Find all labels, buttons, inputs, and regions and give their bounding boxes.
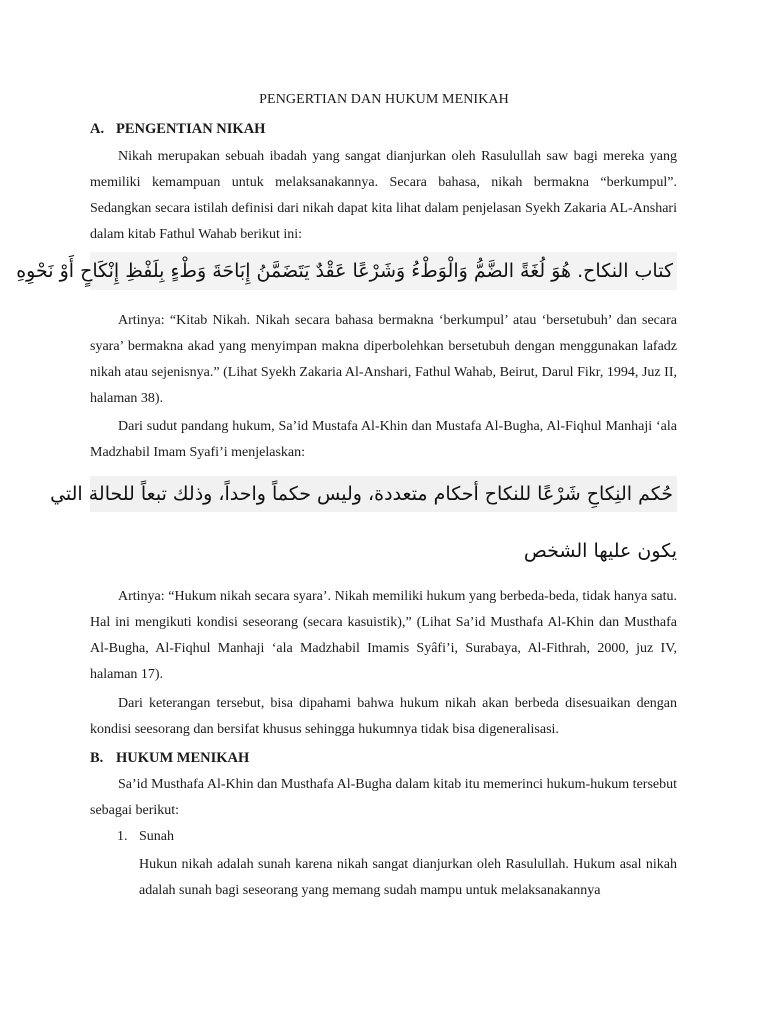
arabic-quote-fathul-wahab	[16, 252, 677, 290]
list-item-sunah-text: Hukun nikah adalah sunah karena nikah sangat dianjurkan oleh Rasulullah. Hukum asal nikah adalah sunah bagi seseorang yang memang sudah mampu untuk melaksanakannya	[139, 857, 677, 898]
section-a-paragraph-4: Artinya: “Hukum nikah secara syara’. Nikah memiliki hukum yang berbeda-beda, tidak hanya satu. Hal ini mengikuti kondisi seseorang (secara kasuistik),” (Lihat Sa’id Musthafa Al-Khin dan Musthafa Al-Bugha, Al-Fiqhul Manhaji ‘ala Madzhabil Imamis Syâfi’i, Surabaya, Al-Fithrah, 2000, juz IV, halaman 17).	[90, 589, 677, 682]
section-a-heading	[90, 121, 265, 138]
list-item-sunah	[117, 829, 174, 845]
arabic-quote-line-1: حُكم النِكاحِ شَرْعًا للنكاح أحكام متعددة، وليس حكماً واحداً، وذلك تبعاً للحالة التي	[50, 483, 673, 505]
section-a-title: PENGENTIAN NIKAH	[116, 121, 266, 137]
arabic-quote-line-2: يكون عليها الشخص	[523, 540, 677, 562]
section-a-paragraph-5: Dari keterangan tersebut, bisa dipahami bahwa hukum nikah akan berbeda disesuaikan dengan kondisi seesorang dan bersifat khusus sehingga hukumnya tidak bisa digeneralisasi.	[90, 696, 677, 737]
list-item-number: 1.	[117, 829, 128, 844]
list-item-label: Sunah	[139, 829, 174, 844]
document-title: PENGERTIAN DAN HUKUM MENIKAH	[259, 92, 509, 107]
section-a-letter: A.	[90, 121, 105, 137]
section-b-letter: B.	[90, 750, 104, 766]
section-a-paragraph-2: Artinya: “Kitab Nikah. Nikah secara bahasa bermakna ‘berkumpul’ atau ‘bersetubuh’ dan secara syara’ bermakna akad yang menyimpan makna diperbolehkan bersetubuh dengan menggunakan lafadz nikah atau sejenisnya.” (Lihat Syekh Zakaria Al-Anshari, Fathul Wahab, Beirut, Darul Fikr, 1994, Juz II, halaman 38).	[90, 313, 677, 406]
section-a-paragraph-3: Dari sudut pandang hukum, Sa’id Mustafa Al-Khin dan Mustafa Al-Bugha, Al-Fiqhul Manhaji ‘ala Madzhabil Imam Syafi’i menjelaskan:	[90, 419, 677, 460]
arabic-quote-text: كتاب النكاح. هُوَ لُغَةً الضَّمُّ وَالْوَطْءُ وَشَرْعًا عَقْدٌ يَتَضَمَّنُ إِبَاحَةَ وَطْءٍ بِلَفْظِ إِنْكَاحٍ أَوْ نَحْوِهِ	[16, 260, 673, 282]
arabic-quote-fiqhul-manhaji	[50, 476, 677, 512]
section-b-title: HUKUM MENIKAH	[116, 750, 250, 766]
section-b-heading	[90, 750, 249, 767]
section-a-paragraph-1: Nikah merupakan sebuah ibadah yang sangat dianjurkan oleh Rasulullah saw bagi mereka yang memiliki kemampuan untuk melaksanakannya. Secara bahasa, nikah bermakna “berkumpul”. Sedangkan secara istilah definisi dari nikah dapat kita lihat dalam penjelasan Syekh Zakaria AL-Anshari dalam kitab Fathul Wahab berikut ini:	[90, 149, 677, 242]
section-b-paragraph-1: Sa’id Musthafa Al-Khin dan Musthafa Al-Bugha dalam kitab itu memerinci hukum-hukum tersebut sebagai berikut:	[90, 777, 677, 818]
